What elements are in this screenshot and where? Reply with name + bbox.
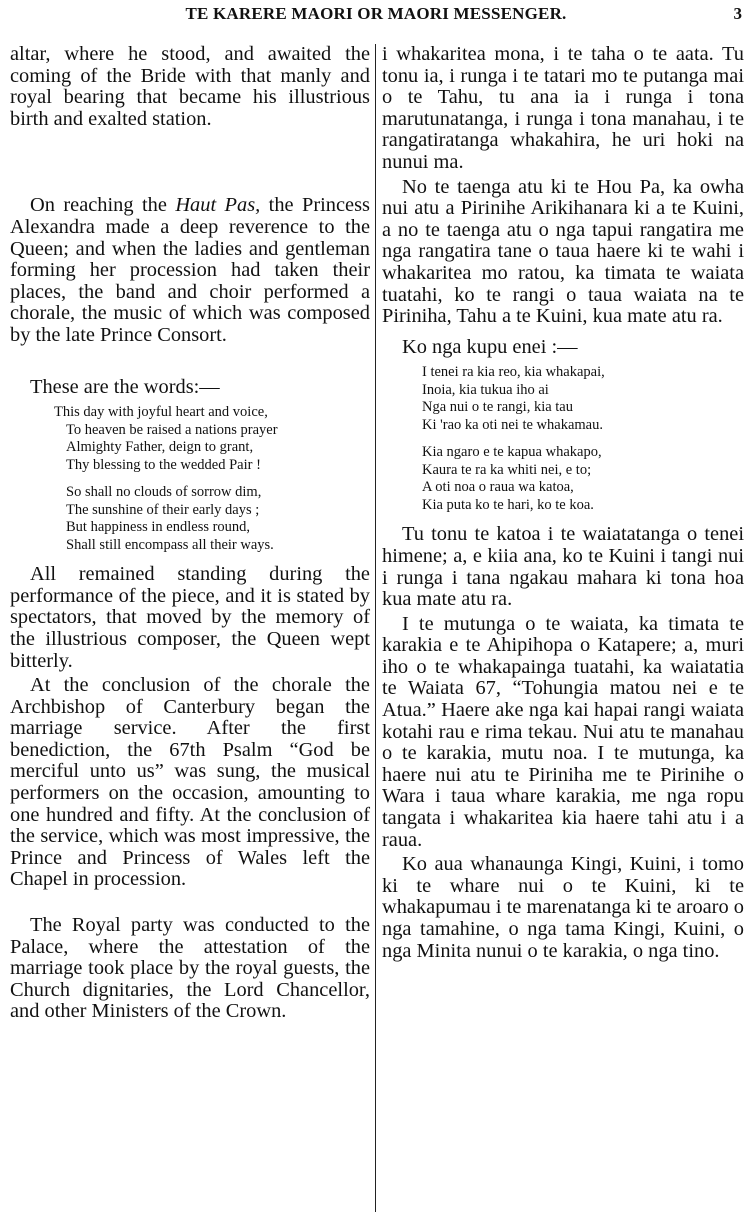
page-number: 3 (733, 4, 742, 23)
verse-line: So shall no clouds of sorrow dim, (66, 484, 262, 501)
maori-paragraph: No te taenga atu ki te Hou Pa, ka owha nui atu a Pirinihe Arikihanara ki a te Kuini, a no te taenga atu o nga tapui rangatira me nga rangatira tane o taua haere ki te wahi i whakaritea mo ratou, ka timata te waiata tuatahi, ko te rangi o taua waiata na te Piriniha, Tahu a te Kuini, kua mate atu ra. (382, 175, 744, 328)
verse-line: Kia puta ko te hari, ko te koa. (422, 496, 594, 513)
verse-line: The sunshine of their early days ; (66, 501, 260, 518)
verse-line: Almighty Father, deign to grant, (66, 439, 254, 456)
verse-line: A oti noa o raua wa katoa, (422, 479, 574, 496)
verse-line: This day with joyful heart and voice, (54, 404, 268, 421)
verse-block (10, 404, 370, 554)
verse-line: Nga nui o te rangi, kia tau (422, 399, 573, 416)
verse-line: Shall still encompass all their ways. (66, 536, 274, 553)
page-header (0, 4, 752, 26)
verse-intro: These are the words:— (30, 375, 220, 398)
verse-intro: Ko nga kupu enei :— (402, 335, 578, 358)
verse-line: Thy blessing to the wedded Pair ! (66, 456, 261, 473)
verse-line: But happiness in endless round, (66, 519, 251, 536)
verse-line: Ki 'rao ka oti nei te whakamau. (422, 416, 603, 433)
verse-line: Kia ngaro e te kapua whakapo, (422, 444, 602, 461)
verse-line: To heaven be raised a nations prayer (66, 421, 278, 438)
maori-paragraph: I te mutunga o te waiata, ka timata te karakia e te Ahipihopa o Katapere; a, muri iho o te whakapainga tuatahi, ka waiatatia te Waiata 67, “Tohungia matou nei e te Atua.” Haere ake nga kai hapai rangi waiata kotahi rau e rima tekau. Nui atu te manahau o te karakia, mutu noa. I te mutunga, ka haere nui atu te Piriniha me te Pirinihe o Wara i taua whare karakia, me nga ropu tangata i whakaritea kia haere tahi atu i a raua. (382, 612, 744, 851)
verse-line: I tenei ra kia reo, kia whakapai, (422, 364, 605, 381)
english-paragraph: The Royal party was conducted to the Palace, where the attestation of the marriage took place by the royal guests, the Church dignitaries, the Lord Chancellor, and other Ministers of the Crown. (10, 914, 370, 1023)
maori-paragraph: i whakaritea mona, i te taha o te aata. Tu tonu ia, i runga i te tatari mo te putanga mai o te Tahu, tu ana ia i runga i tona marutunatanga, i runga i tona manahau, i te rangatiratanga whakahira, he uri hoki na nunui ma. (382, 43, 744, 173)
english-paragraph: All remained standing during the performance of the piece, and it is stated by spectators, that moved by the memory of the illustrious composer, the Queen wept bitterly. (10, 563, 370, 672)
verse-line: Inoia, kia tukua iho ai (422, 381, 549, 398)
maori-paragraph: Tu tonu te katoa i te waiatatanga o tenei himene; a, e kiia ana, ko te Kuini i tangi nui i runga i tana ngakau mahara ki tona hoa kua mate atu ra. (382, 523, 744, 611)
english-paragraph: At the conclusion of the chorale the Archbishop of Canterbury began the marriage service. After the first benediction, the 67th Psalm “God be merciful unto us” was sung, the musical performers on the occasion, amounting to one hundred and fifty. At the conclusion of the service, which was most impressive, the Prince and Princess of Wales left the Chapel in procession. (10, 674, 370, 891)
italic-phrase: Haut Pas, (175, 194, 261, 217)
verse-line: Kaura te ra ka whiti nei, e to; (422, 461, 592, 478)
maori-column (382, 44, 744, 962)
newspaper-title: TE KARERE MAORI OR MAORI MESSENGER. (185, 4, 567, 23)
verse-block (382, 364, 744, 514)
english-column (10, 44, 370, 1023)
column-divider (375, 44, 376, 1212)
maori-paragraph: Ko aua whanaunga Kingi, Kuini, i tomo ki te whare nui o te Kuini, ki te whakapumau i te marenatanga ki te aroaro o nga tamahine, o nga tama Kingi, Kuini, o nga Minita nunui o te karakia, o nga tino. (382, 853, 744, 962)
english-paragraph: On reaching the Haut Pas, the Princess Alexandra made a deep reverence to the Queen; and when the ladies and gentleman forming her procession had taken their places, the band and choir performed a chorale, the music of which was composed by the late Prince Consort. (10, 194, 370, 346)
english-paragraph: altar, where he stood, and awaited the coming of the Bride with that manly and royal bearing that became his illustrious birth and exalted station. (10, 43, 370, 130)
